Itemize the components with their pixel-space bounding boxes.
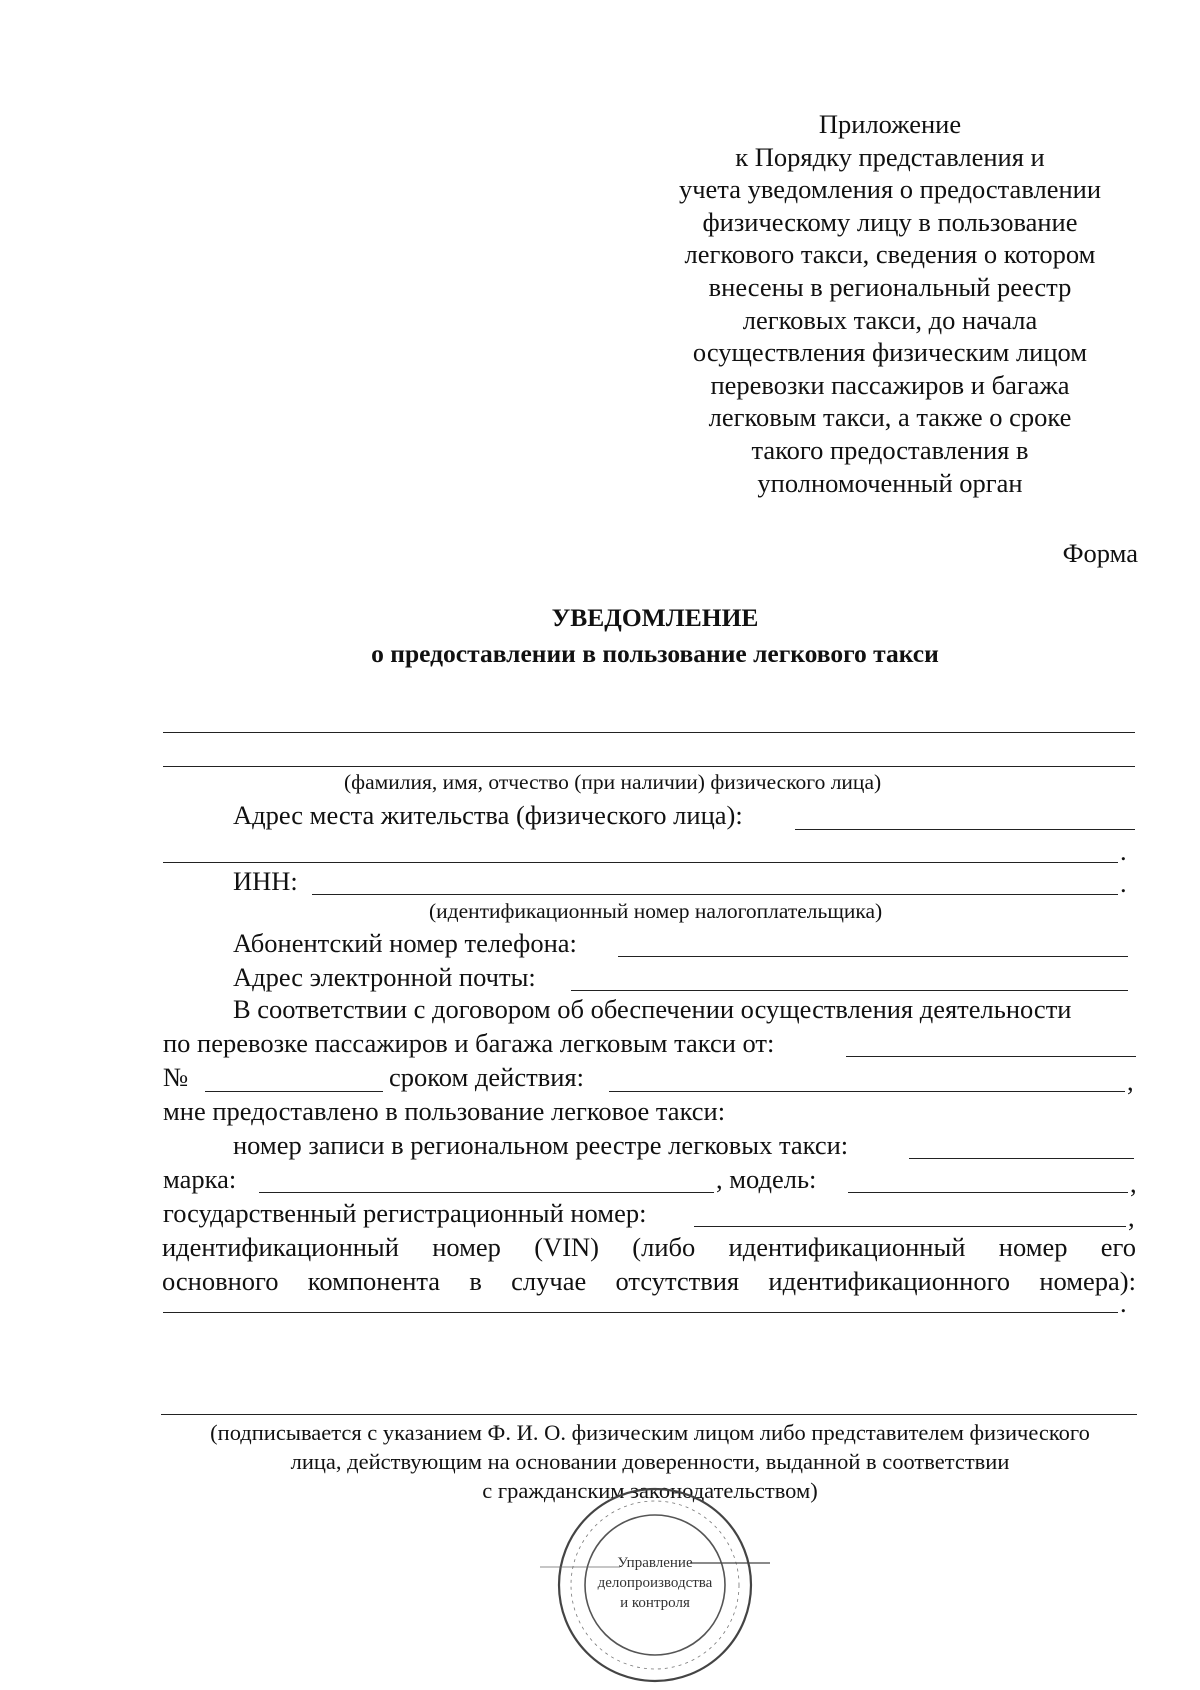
address-field[interactable] xyxy=(795,829,1135,830)
fio-caption: (фамилия, имя, отчество (при наличии) физического лица) xyxy=(344,770,882,794)
appendix-line: перевозки пассажиров и багажа xyxy=(710,369,1070,400)
address-label: Адрес места жительства (физического лица): xyxy=(233,800,743,830)
appendix-line: осуществления физическим лицом xyxy=(692,337,1088,368)
contract-number-sign: № xyxy=(163,1062,189,1092)
vin-text-line1: идентификационный номер (VIN) (либо идентификационный номер его xyxy=(162,1232,1136,1262)
inn-field[interactable] xyxy=(312,894,1118,895)
brand-label: марка: xyxy=(163,1164,237,1194)
contract-text-line2: по перевозке пассажиров и багажа легковым такси от: xyxy=(163,1028,775,1058)
fio-line-2[interactable] xyxy=(163,766,1135,767)
brand-field[interactable] xyxy=(259,1192,714,1193)
stamp-text-line: делопроизводства xyxy=(597,1575,713,1591)
validity-comma: , xyxy=(1127,1066,1134,1096)
reg-number-field[interactable] xyxy=(694,1226,1126,1227)
vin-text-line2: основного компонента в случае отсутствия идентификационного номера): xyxy=(162,1266,1136,1296)
reg-number-comma: , xyxy=(1128,1202,1135,1232)
appendix-line: легковых такси, до начала xyxy=(742,304,1038,335)
appendix-line: внесены в региональный реестр xyxy=(708,271,1072,302)
validity-label: сроком действия: xyxy=(389,1062,584,1092)
signature-line[interactable] xyxy=(161,1414,1137,1415)
inn-caption: (идентификационный номер налогоплательщика) xyxy=(429,899,883,923)
provided-text: мне предоставлено в пользование легковое такси: xyxy=(163,1096,726,1126)
address-period: . xyxy=(1120,836,1127,866)
model-label: , модель: xyxy=(716,1164,817,1194)
signature-caption-line: лица, действующим на основании доверенности, выданной в соответствии xyxy=(290,1449,1010,1474)
signature-caption-line: с гражданским законодательством) xyxy=(482,1478,818,1503)
appendix-line: легкового такси, сведения о котором xyxy=(684,239,1096,270)
phone-field[interactable] xyxy=(618,956,1128,957)
vin-period: . xyxy=(1120,1288,1127,1318)
registry-label: номер записи в региональном реестре легковых такси: xyxy=(233,1130,849,1160)
vin-field[interactable] xyxy=(163,1312,1118,1313)
contract-text-line1: В соответствии с договором об обеспечении осуществления деятельности xyxy=(233,994,1072,1024)
email-label: Адрес электронной почты: xyxy=(233,962,536,992)
official-stamp xyxy=(530,1485,780,1685)
appendix-line: Приложение xyxy=(818,109,962,139)
appendix-line: учета уведомления о предоставлении xyxy=(678,174,1102,205)
appendix-line: физическому лицу в пользование xyxy=(702,206,1078,237)
document-subtitle: о предоставлении в пользование легкового такси xyxy=(371,639,939,668)
model-comma: , xyxy=(1130,1168,1137,1198)
address-field-continued[interactable] xyxy=(163,862,1118,863)
appendix-line: уполномоченный орган xyxy=(757,467,1023,498)
registry-number-field[interactable] xyxy=(909,1158,1134,1159)
reg-number-label: государственный регистрационный номер: xyxy=(163,1198,647,1228)
appendix-header xyxy=(650,108,1130,499)
contract-number-field[interactable] xyxy=(205,1091,383,1092)
appendix-line: легковым такси, а также о сроке xyxy=(708,402,1072,433)
document-title: УВЕДОМЛЕНИЕ xyxy=(551,603,759,632)
stamp-text-line: и контроля xyxy=(620,1595,690,1611)
inn-period: . xyxy=(1120,868,1127,898)
fio-line-1[interactable] xyxy=(163,732,1135,733)
appendix-line: к Порядку представления и xyxy=(735,141,1045,172)
signature-caption-line: (подписывается с указанием Ф. И. О. физическим лицом либо представителем физического xyxy=(210,1420,1090,1445)
appendix-line: такого предоставления в xyxy=(751,434,1029,465)
validity-field[interactable] xyxy=(609,1091,1125,1092)
phone-label: Абонентский номер телефона: xyxy=(233,928,577,958)
stamp-text-line: Управление xyxy=(617,1555,693,1571)
email-field[interactable] xyxy=(571,990,1128,991)
form-label: Форма xyxy=(1062,538,1138,568)
contract-date-field[interactable] xyxy=(846,1056,1136,1057)
inn-label: ИНН: xyxy=(233,866,298,896)
model-field[interactable] xyxy=(848,1192,1128,1193)
